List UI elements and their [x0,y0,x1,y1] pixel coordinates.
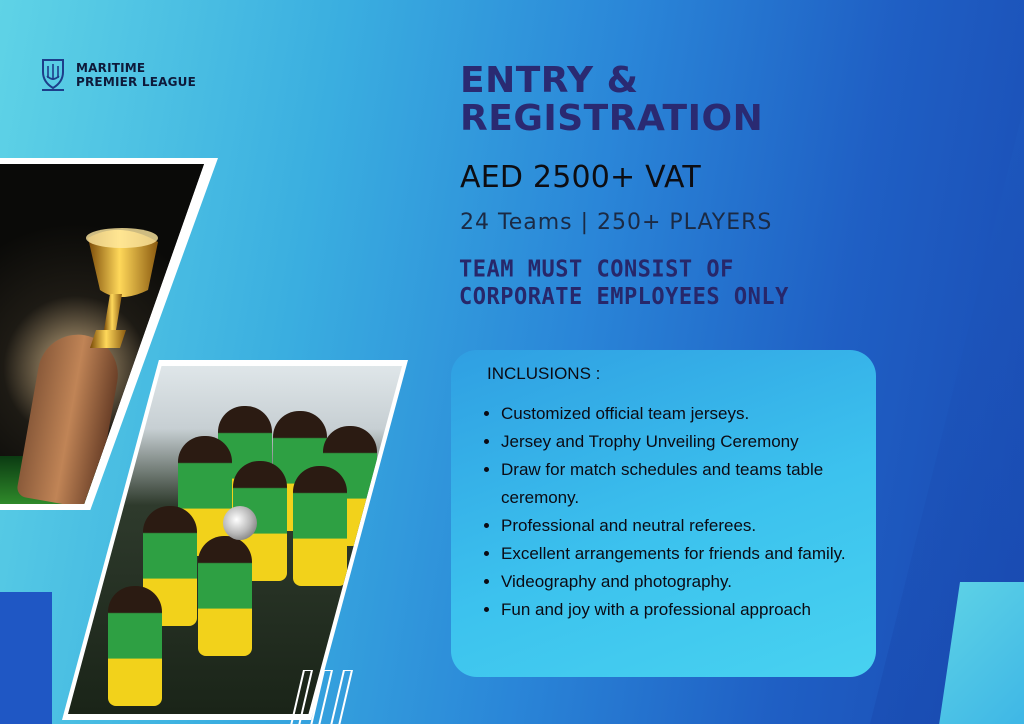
inclusion-item: • Videography and photography. [501,568,871,596]
inclusions-panel [451,350,876,677]
player-figure [198,536,252,656]
ball-trophy [223,506,257,540]
league-name-line1: MARITIME [76,61,146,75]
decorative-stripes [290,670,360,724]
inclusion-item: • Jersey and Trophy Unveiling Ceremony [501,428,871,456]
league-name-line2: PREMIER LEAGUE [76,75,196,89]
inclusions-list [483,400,871,624]
inclusion-item: • Professional and neutral referees. [501,512,871,540]
player-figure [293,466,347,586]
league-logo [40,58,196,92]
anchor-shield-logo-icon [40,58,66,92]
trophy-icon [70,220,170,370]
corner-shape-left [0,592,52,724]
teams-players-count: 24 Teams | 250+ PLAYERS [460,210,773,235]
inclusions-title: INCLUSIONS : [487,364,601,383]
player-figure [108,586,162,706]
entry-price: AED 2500+ VAT [460,160,701,195]
page-title-line2: REGISTRATION [460,98,764,139]
inclusion-item: • Customized official team jerseys. [501,400,871,428]
inclusion-item: • Draw for match schedules and teams table ceremony. [501,456,871,512]
inclusion-item: • Fun and joy with a professional approach [501,596,871,624]
eligibility-notice [459,257,789,312]
league-name [76,61,196,89]
page-title-line1: ENTRY & [460,60,639,101]
eligibility-notice-line2: CORPORATE EMPLOYEES ONLY [459,284,789,311]
page-title [460,62,763,138]
inclusion-item: • Excellent arrangements for friends and family. [501,540,871,568]
eligibility-notice-line1: TEAM MUST CONSIST OF [459,256,734,283]
